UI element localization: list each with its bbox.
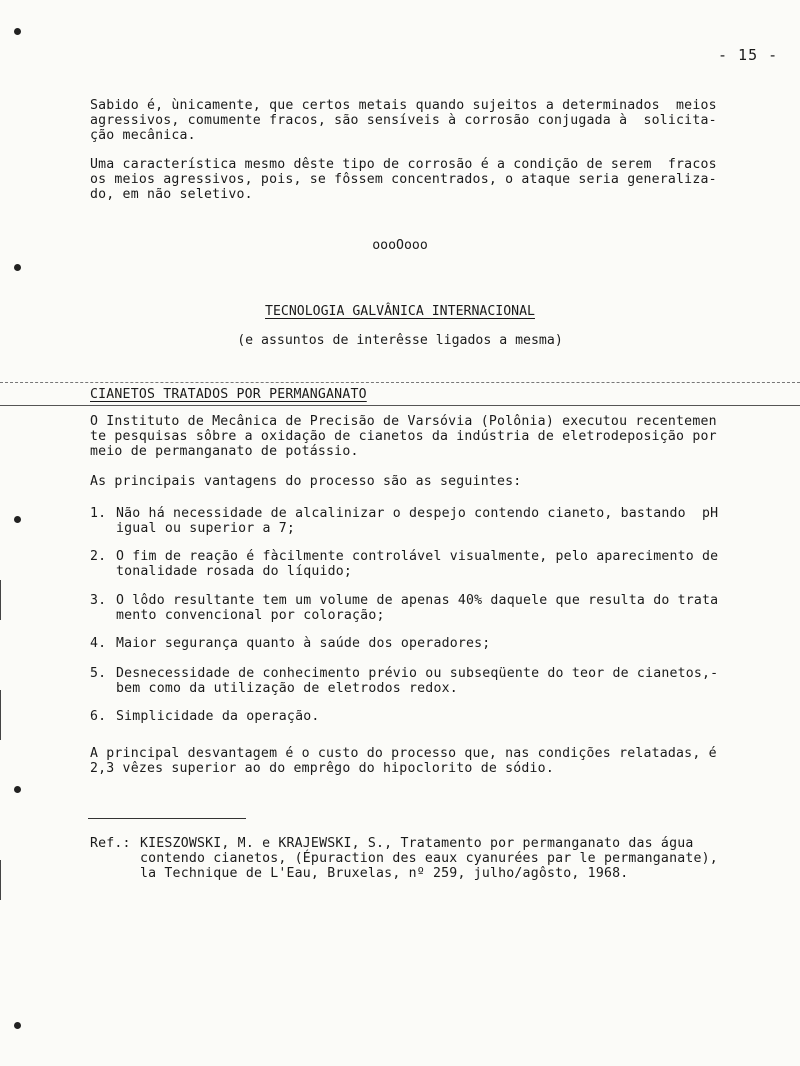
binder-hole-mark	[14, 1022, 21, 1029]
article-lead-line3: meio de permanganato de potássio.	[90, 444, 359, 459]
advantage-2-number: 2.	[90, 549, 107, 564]
binder-hole-mark	[14, 28, 21, 35]
reference-line1: KIESZOWSKI, M. e KRAJEWSKI, S., Tratamento por permanganato das água	[140, 836, 694, 851]
article-lead-line1: O Instituto de Mecânica de Precisão de Varsóvia (Polônia) executou recentemen	[90, 414, 717, 429]
advantage-3-line1: O lôdo resultante tem um volume de apenas 40% daquele que resulta do trata	[116, 593, 719, 608]
advantage-6-line1: Simplicidade da operação.	[116, 709, 320, 724]
scan-edge-mark	[0, 690, 1, 740]
advantage-2-line1: O fim de reação é fàcilmente controlável visualmente, pelo aparecimento de	[116, 549, 719, 564]
binder-hole-mark	[14, 786, 21, 793]
advantage-3-number: 3.	[90, 593, 107, 608]
advantage-5-number: 5.	[90, 666, 107, 681]
reference-label: Ref.:	[90, 836, 131, 851]
advantage-4-number: 4.	[90, 636, 107, 651]
intro-para2-line1: Uma característica mesmo dêste tipo de corrosão é a condição de serem fracos	[90, 157, 717, 172]
advantage-1-line1: Não há necessidade de alcalinizar o despejo contendo cianeto, bastando pH	[116, 506, 719, 521]
section-subtitle: (e assuntos de interêsse ligados a mesma)	[237, 333, 563, 348]
section-title: TECNOLOGIA GALVÂNICA INTERNACIONAL	[265, 304, 535, 319]
advantage-6-number: 6.	[90, 709, 107, 724]
intro-para1-line1: Sabido é, ùnicamente, que certos metais quando sujeitos a determinados meios	[90, 98, 717, 113]
advantage-4-line1: Maior segurança quanto à saúde dos operadores;	[116, 636, 491, 651]
advantage-1-line2: igual ou superior a 7;	[116, 521, 296, 536]
disadvantage-line2: 2,3 vêzes superior ao do emprêgo do hipoclorito de sódio.	[90, 761, 554, 776]
scan-edge-mark	[0, 860, 1, 900]
binder-hole-mark	[14, 516, 21, 523]
article-lead-line2: te pesquisas sôbre a oxidação de cianetos da indústria de eletrodeposição por	[90, 429, 717, 444]
separator-bottom	[0, 405, 800, 406]
reference-line2: contendo cianetos, (Épuraction des eaux cyanurées par le permanganate),	[140, 851, 718, 866]
advantage-5-line1: Desnecessidade de conhecimento prévio ou subseqüente do teor de cianetos,-	[116, 666, 719, 681]
advantage-2-line2: tonalidade rosada do líquido;	[116, 564, 353, 579]
intro-para1-line2: agressivos, comumente fracos, são sensíveis à corrosão conjugada à solicita-	[90, 113, 717, 128]
intro-para2-line2: os meios agressivos, pois, se fôssem concentrados, o ataque seria generaliza-	[90, 172, 717, 187]
section-divider: oooOooo	[372, 238, 428, 253]
binder-hole-mark	[14, 264, 21, 271]
article-heading: CIANETOS TRATADOS POR PERMANGANATO	[90, 387, 367, 402]
disadvantage-line1: A principal desvantagem é o custo do processo que, nas condições relatadas, é	[90, 746, 717, 761]
advantage-1-number: 1.	[90, 506, 107, 521]
separator-top	[0, 382, 800, 383]
advantage-5-line2: bem como da utilização de eletrodos redox.	[116, 681, 458, 696]
advantages-intro: As principais vantagens do processo são as seguintes:	[90, 474, 522, 489]
reference-line3: la Technique de L'Eau, Bruxelas, nº 259, julho/agôsto, 1968.	[140, 866, 629, 881]
advantage-3-line2: mento convencional por coloração;	[116, 608, 385, 623]
reference-rule	[88, 818, 246, 819]
intro-para2-line3: do, em não seletivo.	[90, 187, 253, 202]
intro-para1-line3: ção mecânica.	[90, 128, 196, 143]
page-number: - 15 -	[718, 46, 779, 64]
scan-edge-mark	[0, 580, 1, 620]
